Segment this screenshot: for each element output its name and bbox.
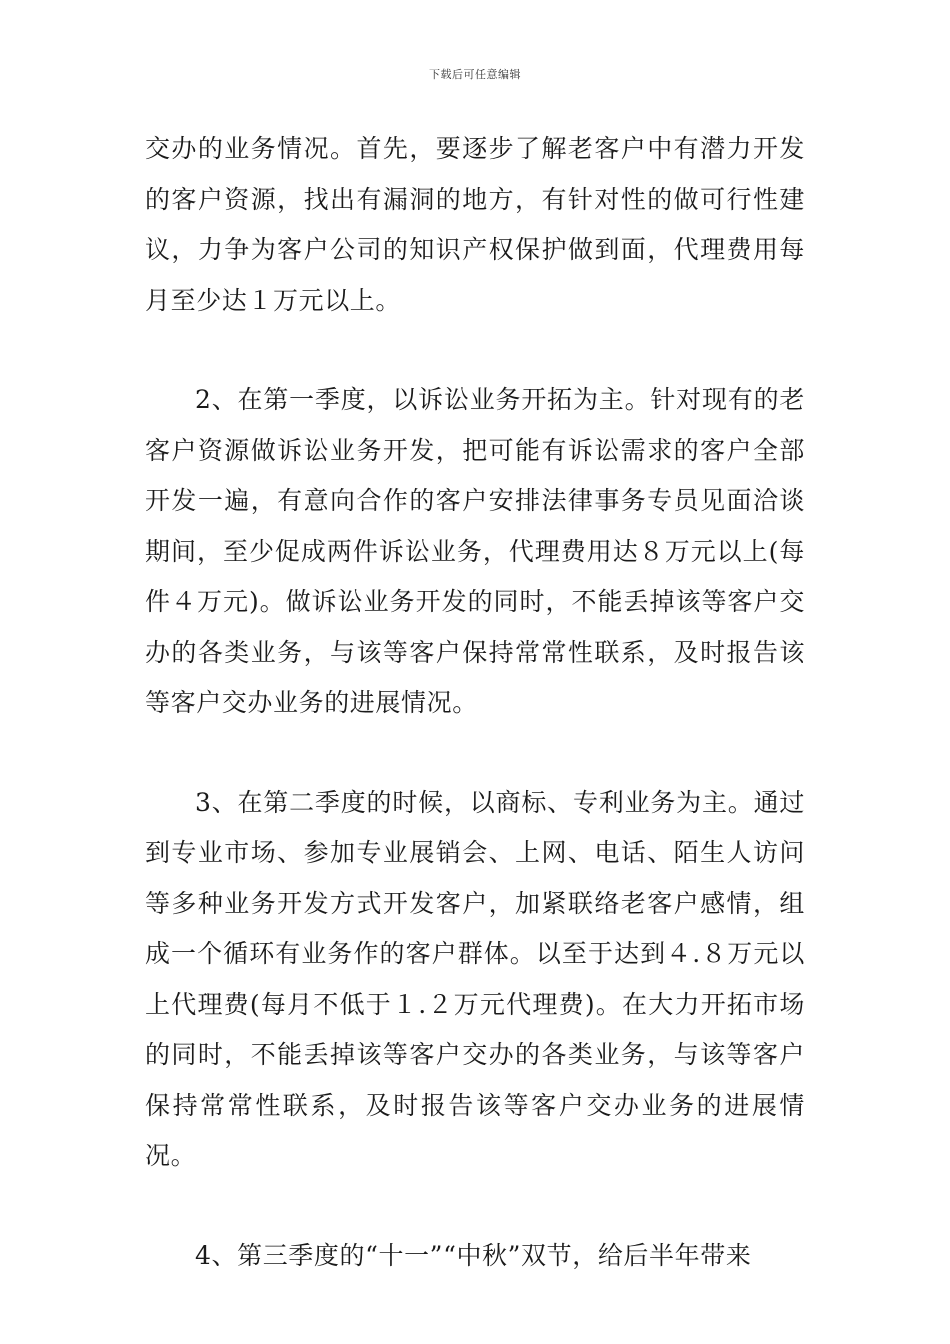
paragraph-item-2: 2、在第一季度，以诉讼业务开拓为主。针对现有的老客户资源做诉讼业务开发，把可能有诉讼需求的客户全部开发一遍，有意向合作的客户安排法律事务专员见面洽谈期间，至少促成两件诉讼业务，代理费用达８万元以上(每件４万元)。做诉讼业务开发的同时，不能丢掉该等客户交办的各类业务，与该等客户保持常常性联系，及时报告该等客户交办业务的进展情况。	[145, 385, 805, 717]
paragraph-item-3: 3、在第二季度的时候，以商标、专利业务为主。通过到专业市场、参加专业展销会、上网、电话、陌生人访问等多种业务开发方式开发客户，加紧联络老客户感情，组成一个循环有业务作的客户群体。以至于达到４.８万元以上代理费(每月不低于１.２万元代理费)。在大力开拓市场的同时，不能丢掉该等客户交办的各类业务，与该等客户保持常常性联系，及时报告该等客户交办业务的进展情况。	[145, 787, 805, 1170]
header-note: 下载后可任意编辑	[429, 68, 521, 81]
paragraph-continuation: 交办的业务情况。首先，要逐步了解老客户中有潜力开发的客户资源，找出有漏洞的地方，有针对性的做可行性建议，力争为客户公司的知识产权保护做到面，代理费用每月至少达１万元以上。	[145, 134, 805, 315]
document-body	[145, 124, 805, 1330]
paragraph-item-4: 4、第三季度的“十一”“中秋”双节，给后半年带来	[195, 1240, 752, 1270]
